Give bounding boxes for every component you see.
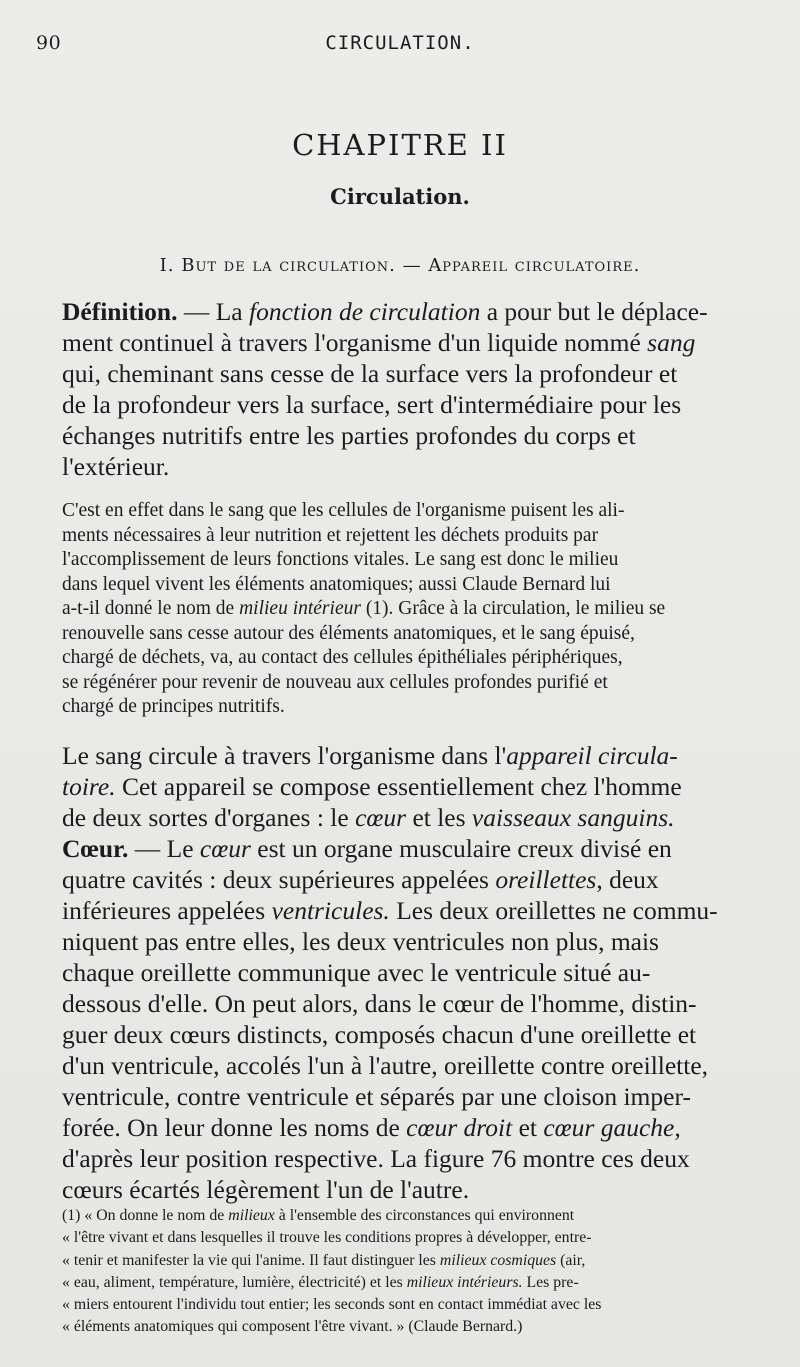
footnote-line-1 (62, 1205, 574, 1227)
running-title: CIRCULATION. (325, 32, 475, 54)
definition-paragraph (62, 296, 762, 482)
coeur-gauche-term: cœur gauche, (543, 1113, 681, 1142)
vaisseaux-term: vaisseaux sanguins. (471, 803, 675, 832)
explanation-paragraph (62, 499, 762, 720)
definition-line-6: l'extérieur. (62, 452, 170, 481)
footnote-line-5: « miers entourent l'individu tout entier; les seconds sont en contact immédiat avec les (62, 1296, 602, 1314)
page-number: 90 (36, 32, 62, 54)
footnote-text-4b: Les pre- (522, 1273, 579, 1291)
coeur-line-8: d'un ventricule, accolés l'un à l'autre, oreillette contre oreillette, (62, 1051, 709, 1080)
coeur-text-2b: , deux (596, 865, 659, 894)
coeur-text-10b: et (512, 1113, 544, 1142)
appareil-line-2 (62, 771, 682, 802)
footnote-text-1a: (1) « On donne le nom de (62, 1207, 229, 1224)
explanation-line-8: se régénérer pour revenir de nouveau aux cellules profondes purifié et (62, 671, 608, 693)
coeur-line-12: cœurs écartés légèrement l'un de l'autre. (62, 1175, 470, 1204)
section-dash: — (402, 255, 422, 276)
definition-term-2: sang (647, 328, 696, 357)
section-heading (0, 255, 800, 276)
milieu-interieur-term: milieu intérieur (239, 598, 361, 619)
oreillettes-term: oreillettes (495, 865, 597, 894)
footnote-text-4a: « eau, aliment, température, lumière, électricité) et les (62, 1273, 407, 1291)
definition-line-1 (62, 296, 708, 327)
footnote-text-1b: à l'ensemble des circonstances qui environnent (274, 1207, 575, 1224)
coeur-label: Cœur. (62, 834, 129, 863)
explanation-text-5b: (1). Grâce à la circulation, le milieu se (360, 598, 666, 619)
footnote-line-3 (62, 1250, 585, 1272)
coeur-line-5: chaque oreillette communique avec le ventricule situé au- (62, 958, 651, 987)
coeur-term: cœur (355, 803, 407, 832)
appareil-line-1 (62, 740, 678, 771)
definition-text-2: ment continuel à travers l'organisme d'un liquide nommé (62, 328, 648, 357)
definition-line-4: de la profondeur vers la surface, sert d'intermédiaire pour les (62, 390, 682, 419)
explanation-line-2: ments nécessaires à leur nutrition et rejettent les déchets produits par (62, 524, 599, 546)
coeur-line-9: ventricule, contre ventricule et séparés par une cloison imper- (62, 1082, 691, 1111)
footnote-line-2: « l'être vivant et dans lesquelles il trouve les conditions propres à développer, entre- (62, 1229, 592, 1247)
footnote-text-3a: « tenir et manifester la vie qui l'anime. Il faut distinguer les (62, 1251, 440, 1269)
appareil-text-2: Cet appareil se compose essentiellement chez l'homme (115, 772, 682, 801)
footnote (62, 1205, 762, 1339)
explanation-line-5 (62, 597, 665, 622)
chapter-title: CHAPITRE II (292, 128, 508, 162)
coeur-droit-term: cœur droit (406, 1113, 513, 1142)
footnote-line-6: « éléments anatomiques qui composent l'être vivant. » (Claude Bernard.) (62, 1318, 523, 1336)
section-numeral: I. (159, 255, 175, 276)
appareil-term-2: toire. (62, 772, 116, 801)
explanation-line-4: dans lequel vivent les éléments anatomiques; aussi Claude Bernard lui (62, 573, 611, 595)
coeur-text-3b: Les deux oreillettes ne commu- (389, 896, 718, 925)
coeur-text-2a: quatre cavités : deux supérieures appelées (62, 865, 496, 894)
ventricules-term: ventricules. (271, 896, 390, 925)
appareil-text-3b: et les (406, 803, 472, 832)
footnote-line-4 (62, 1272, 579, 1294)
explanation-line-7: chargé de déchets, va, au contact des cellules épithéliales périphériques, (62, 647, 623, 668)
coeur-line-3 (62, 895, 718, 926)
chapter-subtitle: Circulation. (330, 184, 470, 209)
coeur-line-1 (62, 833, 672, 864)
explanation-line-9: chargé de principes nutritifs. (62, 696, 285, 717)
section-part1: But de la circulation. (181, 255, 396, 276)
explanation-line-3: l'accomplissement de leurs fonctions vitales. Le sang est donc le milieu (62, 549, 619, 570)
footnote-term-interieurs: milieux intérieurs. (406, 1273, 523, 1291)
coeur-line-10 (62, 1112, 681, 1143)
footnote-text-3b: (air, (556, 1251, 586, 1269)
footnote-term-cosmiques: milieux cosmiques (439, 1251, 557, 1269)
coeur-text-3a: inférieures appelées (62, 896, 272, 925)
definition-text-1: a pour but le déplace- (480, 297, 708, 326)
coeur-line-7: guer deux cœurs distincts, composés chacun d'une oreillette et (62, 1020, 697, 1049)
coeur-line-11: d'après leur position respective. La figure 76 montre ces deux (62, 1144, 690, 1173)
definition-label: Définition. (62, 297, 178, 326)
coeur-text-1a: — Le (128, 834, 200, 863)
definition-line-2 (62, 327, 695, 358)
definition-line-3: qui, cheminant sans cesse de la surface vers la profondeur et (62, 359, 678, 388)
appareil-term-1: appareil circula- (506, 741, 678, 770)
coeur-text-1b: est un organe musculaire creux divisé en (250, 834, 672, 863)
definition-dash: — La (177, 297, 249, 326)
explanation-line-1: C'est en effet dans le sang que les cellules de l'organisme puisent les ali- (62, 500, 625, 521)
appareil-line-3 (62, 802, 675, 833)
coeur-line-4: niquent pas entre elles, les deux ventricules non plus, mais (62, 927, 659, 956)
definition-line-5: échanges nutritifs entre les parties profondes du corps et (62, 421, 636, 450)
explanation-line-6: renouvelle sans cesse autour des éléments anatomiques, et le sang épuisé, (62, 622, 635, 644)
coeur-line-6: dessous d'elle. On peut alors, dans le cœur de l'homme, distin- (62, 989, 697, 1018)
coeur-line-2 (62, 864, 659, 895)
footnote-term-milieux: milieux (228, 1207, 275, 1224)
coeur-paragraph (62, 833, 762, 1205)
section-part2: Appareil circulatoire. (428, 255, 641, 276)
coeur-text-10a: forée. On leur donne les noms de (62, 1113, 407, 1142)
appareil-paragraph (62, 740, 762, 833)
coeur-term-1: cœur (199, 834, 251, 863)
explanation-text-5a: a-t-il donné le nom de (62, 598, 240, 619)
appareil-text-1: Le sang circule à travers l'organisme dans l' (62, 741, 507, 770)
definition-term: fonction de circulation (249, 297, 481, 326)
appareil-text-3a: de deux sortes d'organes : le (62, 803, 356, 832)
